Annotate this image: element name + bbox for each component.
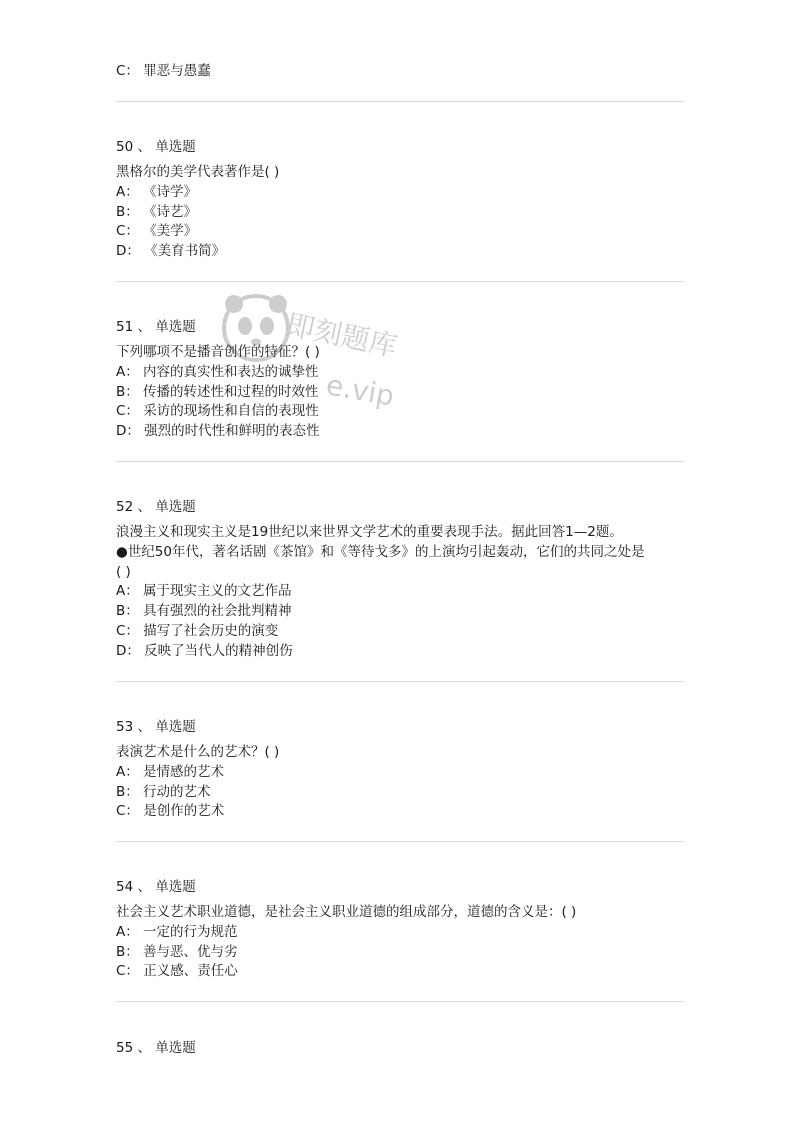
option-d: D： 反映了当代人的精神创伤 — [116, 643, 293, 659]
option-a: A： 是情感的艺术 — [116, 764, 225, 780]
option-b: B： 传播的转述性和过程的时效性 — [116, 384, 319, 400]
question-stem: 下列哪项不是播音创作的特征？( ) — [116, 344, 320, 360]
option-a: A： 《诗学》 — [116, 184, 198, 200]
question-stem: 浪漫主义和现实主义是19世纪以来世界文学艺术的重要表现手法。据此回答1—2题。 — [116, 524, 623, 540]
question-stem: 社会主义艺术职业道德，是社会主义职业道德的组成部分，道德的含义是：( ) — [116, 904, 577, 920]
option-c: C： 描写了社会历史的演变 — [116, 623, 279, 639]
option-c: C： 《美学》 — [116, 223, 198, 239]
option-a: A： 属于现实主义的文艺作品 — [116, 583, 292, 599]
divider — [116, 681, 684, 682]
option-a: A： 内容的真实性和表达的诚挚性 — [116, 364, 319, 380]
question-header: 50 、 单选题 — [116, 139, 196, 155]
divider — [116, 1001, 684, 1002]
question-header: 54 、 单选题 — [116, 879, 196, 895]
watermark-cn-text: 即刻题库 — [283, 307, 400, 364]
question-header: 51 、 单选题 — [116, 319, 196, 335]
question-stem: 表演艺术是什么的艺术？( ) — [116, 744, 280, 760]
divider — [116, 101, 684, 102]
option-c: C： 是创作的艺术 — [116, 803, 225, 819]
option-d: D： 强烈的时代性和鲜明的表态性 — [116, 423, 320, 439]
option-d: D： 《美育书简》 — [116, 243, 226, 259]
divider — [116, 281, 684, 282]
question-header: 53 、 单选题 — [116, 719, 196, 735]
option-c: C： 罪恶与愚蠢 — [116, 63, 211, 79]
question-header: 55 、 单选题 — [116, 1040, 196, 1056]
watermark-en-text: e.vip — [323, 368, 397, 413]
option-b: B： 《诗艺》 — [116, 204, 198, 220]
option-b: B： 善与恶、优与劣 — [116, 944, 238, 960]
option-a: A： 一定的行为规范 — [116, 924, 238, 940]
question-stem: ●世纪50年代，著名话剧《茶馆》和《等待戈多》的上演均引起轰动，它们的共同之处是 — [116, 544, 645, 560]
question-stem: 黑格尔的美学代表著作是( ) — [116, 164, 280, 180]
question-stem: ( ) — [116, 564, 131, 580]
option-c: C： 正义感、责任心 — [116, 963, 238, 979]
option-c: C： 采访的现场性和自信的表现性 — [116, 403, 319, 419]
option-b: B： 具有强烈的社会批判精神 — [116, 603, 292, 619]
option-b: B： 行动的艺术 — [116, 784, 211, 800]
divider — [116, 461, 684, 462]
divider — [116, 841, 684, 842]
question-header: 52 、 单选题 — [116, 499, 196, 515]
